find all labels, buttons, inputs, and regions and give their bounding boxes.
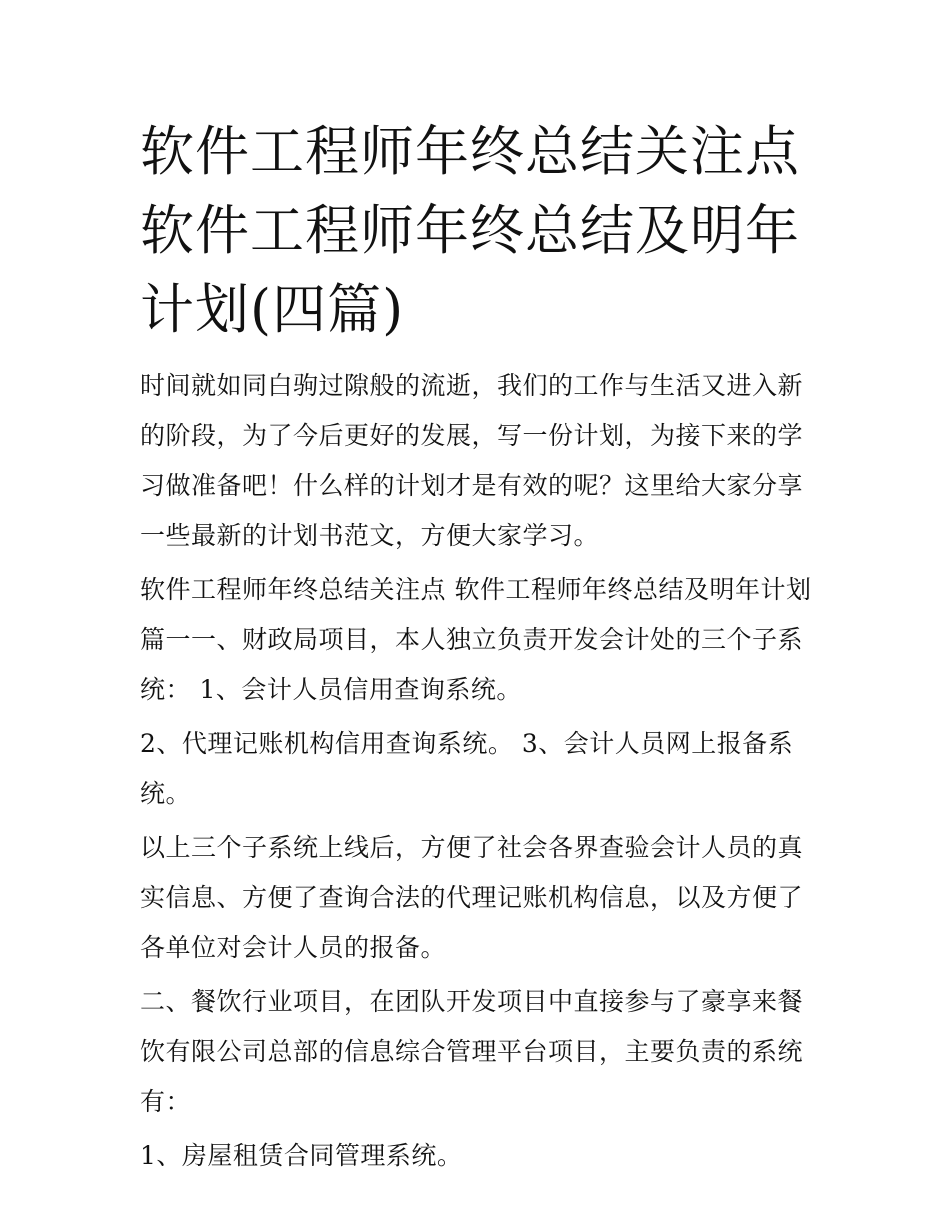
paragraph-item-one: 1、房屋租赁合同管理系统。 — [140, 1141, 463, 1170]
paragraph-intro: 时间就如同白驹过隙般的流逝，我们的工作与生活又进入新的阶段，为了今后更好的发展，写一份计划，为接下来的学习做准备吧！什么样的计划才是有效的呢？这里给大家分享一些最新的计划书范文，方便大家学习。 — [140, 371, 804, 550]
paragraph-benefits: 以上三个子系统上线后，方便了社会各界查验会计人员的真实信息、方便了查询合法的代理记账机构信息，以及方便了各单位对会计人员的报备。 — [140, 833, 804, 962]
paragraph-section-one: 软件工程师年终总结关注点 软件工程师年终总结及明年计划篇一一、财政局项目，本人独立负责开发会计处的三个子系统： 1、会计人员信用查询系统。 — [140, 575, 812, 704]
paragraph-section-two: 二、餐饮行业项目，在团队开发项目中直接参与了豪享来餐饮有限公司总部的信息综合管理平台项目，主要负责的系统有： — [140, 987, 804, 1116]
paragraph-systems-list: 2、代理记账机构信用查询系统。 3、会计人员网上报备系统。 — [140, 729, 794, 808]
document-title: 软件工程师年终总结关注点 软件工程师年终总结及明年计划(四篇) — [140, 120, 800, 341]
document-body — [140, 112, 820, 1185]
